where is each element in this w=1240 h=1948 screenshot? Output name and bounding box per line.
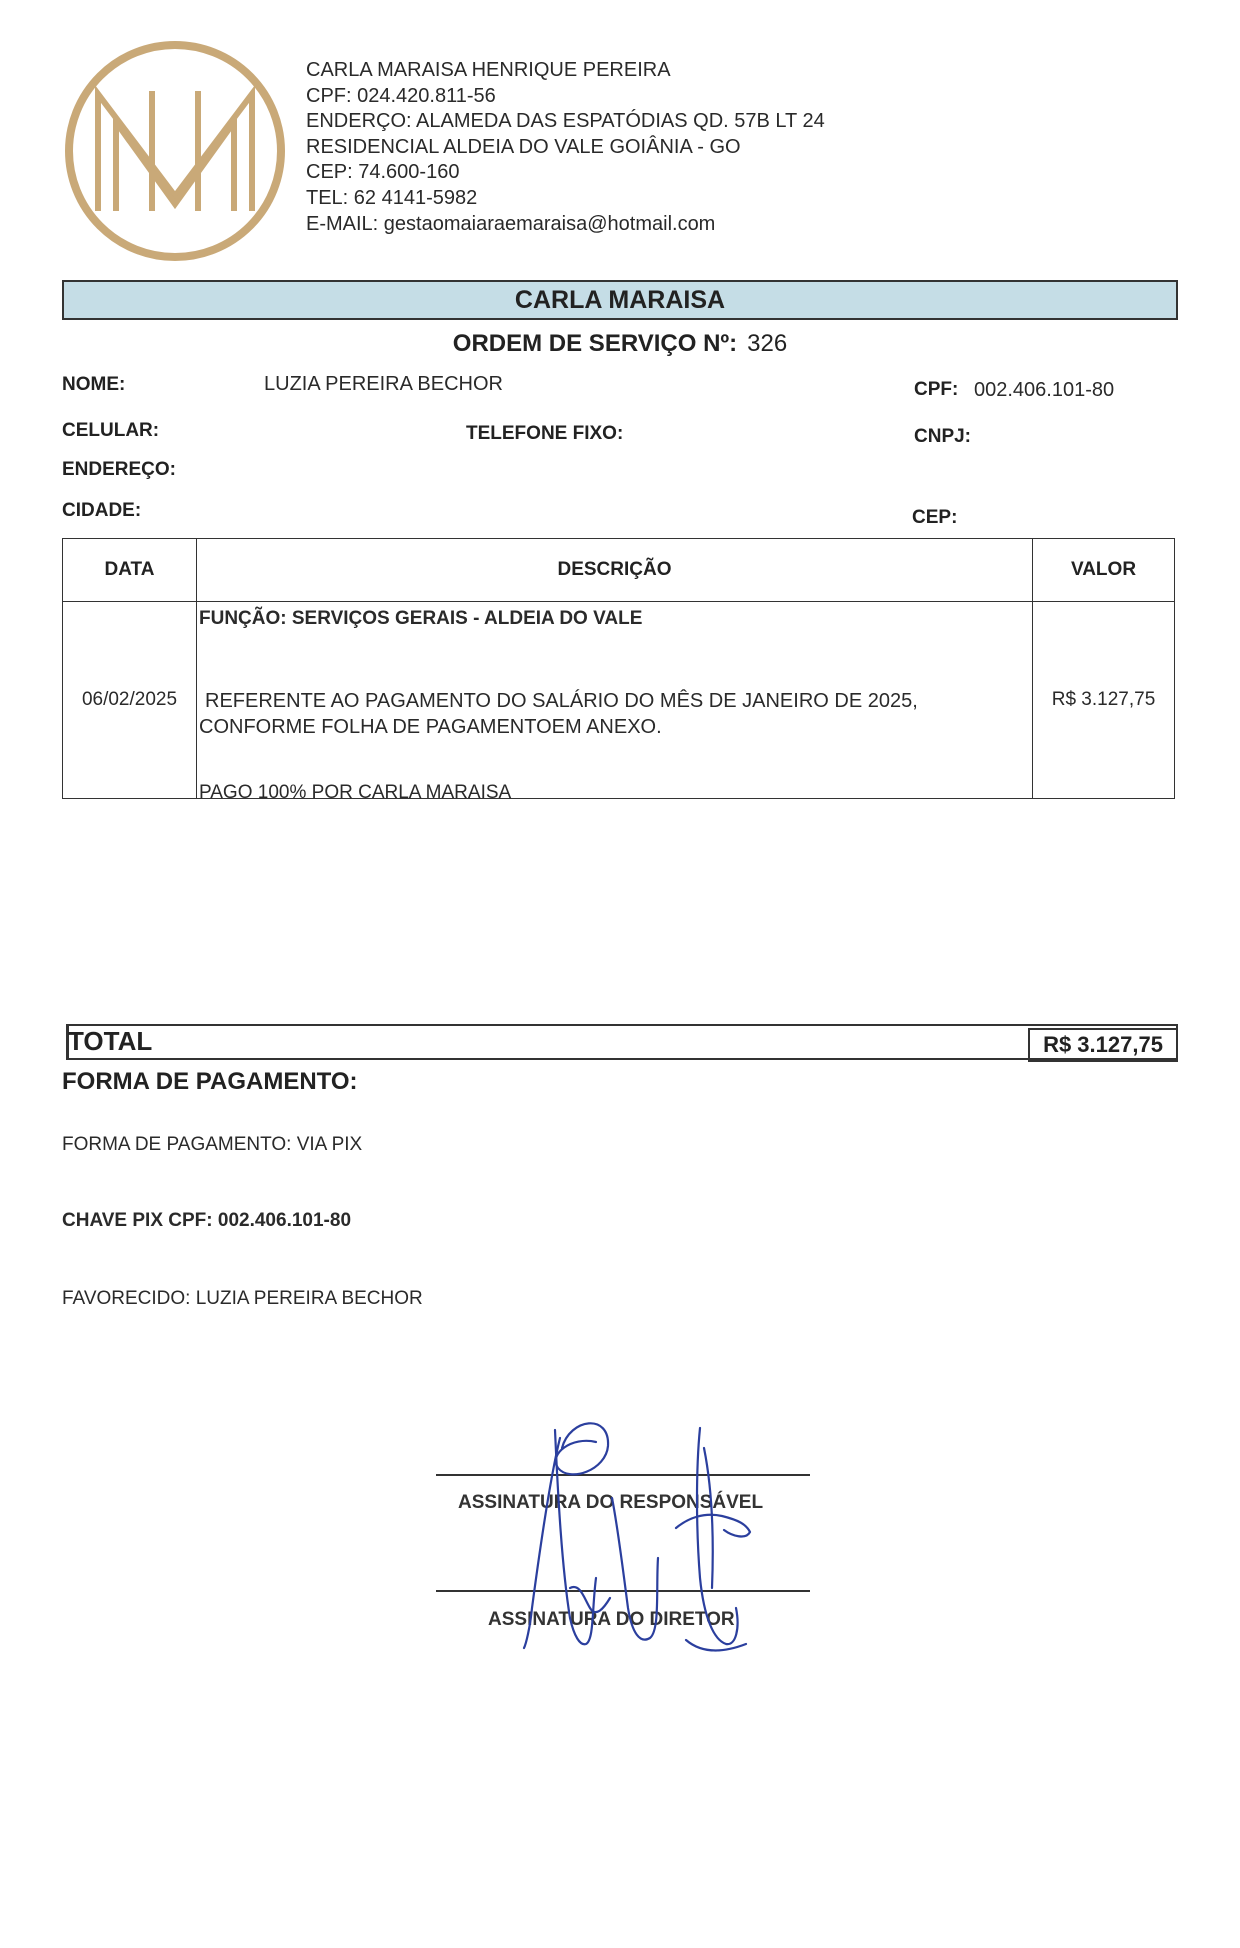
row-description [197, 602, 1033, 803]
order-number: 326 [747, 330, 788, 357]
order-title-label: ORDEM DE SERVIÇO Nº: [452, 330, 738, 357]
payment-method: FORMA DE PAGAMENTO: VIA PIX [62, 1134, 363, 1155]
total-value: R$ 3.127,75 [1028, 1028, 1178, 1062]
endereco-label: ENDEREÇO: [62, 459, 177, 480]
company-banner: CARLA MARAISA [62, 280, 1178, 320]
cnpj-label: CNPJ: [914, 426, 972, 447]
column-header-data: DATA [63, 539, 197, 602]
column-header-valor: VALOR [1033, 539, 1175, 602]
column-header-descricao: DESCRIÇÃO [197, 539, 1033, 602]
service-items-table [62, 538, 1175, 803]
table-row [63, 602, 1175, 799]
nome-value: LUZIA PEREIRA BECHOR [264, 373, 503, 395]
cidade-label: CIDADE: [62, 500, 142, 521]
row-date: 06/02/2025 [63, 602, 197, 799]
handwritten-signature [500, 1408, 780, 1658]
company-logo [60, 36, 290, 266]
company-email-line: E-MAIL: gestaomaiaraemaraisa@hotmail.com [306, 212, 716, 235]
celular-label: CELULAR: [62, 420, 160, 441]
cpf-value: 002.406.101-80 [974, 379, 1115, 401]
signature-label-responsavel: ASSINATURA DO RESPONSÁVEL [458, 1492, 764, 1513]
order-title [0, 330, 1240, 358]
company-address-line-1: ENDERÇO: ALAMEDA DAS ESPATÓDIAS QD. 57B LT 24 [306, 110, 825, 133]
company-cpf-line: CPF: 024.420.811-56 [306, 84, 496, 107]
company-tel-line: TEL: 62 4141-5982 [306, 186, 478, 209]
row-referente [199, 688, 918, 740]
row-value: R$ 3.127,75 [1033, 602, 1175, 799]
cpf-label: CPF: [914, 379, 959, 400]
payment-title: FORMA DE PAGAMENTO: [62, 1068, 358, 1095]
row-referente-line-1: REFERENTE AO PAGAMENTO DO SALÁRIO DO MÊS DE JANEIRO DE 2025, [205, 690, 918, 712]
row-funcao: FUNÇÃO: SERVIÇOS GERAIS - ALDEIA DO VALE [199, 608, 643, 629]
cep-label: CEP: [912, 507, 958, 528]
telefone-fixo-label: TELEFONE FIXO: [466, 423, 624, 444]
total-label: TOTAL [68, 1026, 153, 1056]
table-header-row [63, 539, 1175, 602]
payee: FAVORECIDO: LUZIA PEREIRA BECHOR [62, 1288, 423, 1309]
row-referente-line-2: CONFORME FOLHA DE PAGAMENTOEM ANEXO. [199, 716, 662, 738]
company-contact [306, 58, 825, 237]
company-address-line-2: RESIDENCIAL ALDEIA DO VALE GOIÂNIA - GO [306, 135, 741, 158]
row-pago: PAGO 100% POR CARLA MARAISA [199, 782, 512, 803]
company-name-line: CARLA MARAISA HENRIQUE PEREIRA [306, 59, 671, 81]
company-cep-line: CEP: 74.600-160 [306, 161, 460, 184]
nome-label: NOME: [62, 374, 126, 395]
pix-key: CHAVE PIX CPF: 002.406.101-80 [62, 1210, 352, 1231]
total-bar [66, 1024, 1178, 1060]
signature-label-diretor: ASSINATURA DO DIRETOR [488, 1609, 735, 1630]
